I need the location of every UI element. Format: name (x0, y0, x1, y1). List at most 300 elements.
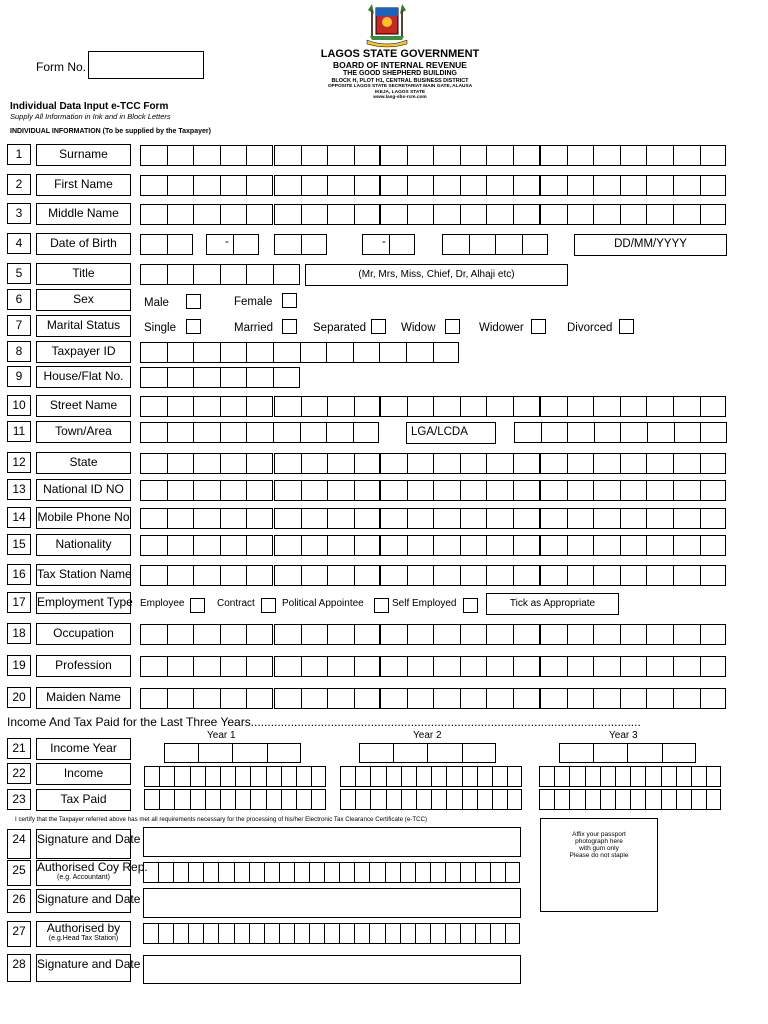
input-cell[interactable] (415, 923, 430, 944)
field-19-cells[interactable] (140, 656, 273, 677)
emp-contract-checkbox[interactable] (261, 598, 276, 613)
input-cell[interactable] (646, 204, 673, 225)
input-cell[interactable] (300, 342, 327, 363)
input-cell[interactable] (513, 688, 540, 709)
input-cell[interactable] (279, 923, 294, 944)
emp-self-checkbox[interactable] (463, 598, 478, 613)
input-cell[interactable] (327, 175, 354, 196)
input-cell[interactable] (486, 508, 513, 529)
input-cell[interactable] (646, 175, 673, 196)
input-cell[interactable] (673, 396, 700, 417)
input-cell[interactable] (585, 789, 600, 810)
input-cell[interactable] (167, 422, 194, 443)
input-cell[interactable] (324, 862, 339, 883)
input-cell[interactable] (327, 624, 354, 645)
field-20-cells[interactable] (140, 688, 273, 709)
input-cell[interactable] (646, 396, 673, 417)
input-cell[interactable] (513, 565, 540, 586)
input-cell[interactable] (593, 453, 620, 474)
income-year-cells[interactable] (164, 743, 301, 763)
input-cell[interactable] (279, 862, 294, 883)
input-cell[interactable] (380, 624, 407, 645)
input-cell[interactable] (198, 743, 232, 763)
input-cell[interactable] (246, 422, 273, 443)
input-cell[interactable] (233, 234, 260, 255)
field-11-cells[interactable] (514, 422, 727, 443)
input-cell[interactable] (460, 923, 475, 944)
income-cells[interactable] (144, 766, 326, 787)
input-cell[interactable] (354, 535, 381, 556)
input-cell[interactable] (274, 535, 301, 556)
input-cell[interactable] (661, 766, 676, 787)
input-cell[interactable] (369, 862, 384, 883)
input-cell[interactable] (167, 367, 194, 388)
input-cell[interactable] (301, 204, 328, 225)
input-cell[interactable] (406, 342, 433, 363)
input-cell[interactable] (246, 656, 273, 677)
field-2-cells[interactable] (380, 175, 540, 196)
input-cell[interactable] (513, 396, 540, 417)
input-cell[interactable] (327, 656, 354, 677)
input-cell[interactable] (380, 508, 407, 529)
input-cell[interactable] (513, 508, 540, 529)
input-cell[interactable] (567, 396, 594, 417)
field-14-cells[interactable] (140, 508, 273, 529)
input-cell[interactable] (220, 656, 247, 677)
input-cell[interactable] (369, 923, 384, 944)
input-cell[interactable] (486, 145, 513, 166)
field-2-cells[interactable] (540, 175, 726, 196)
input-cell[interactable] (249, 862, 264, 883)
input-cell[interactable] (673, 656, 700, 677)
field-13-cells[interactable] (140, 480, 273, 501)
input-cell[interactable] (327, 453, 354, 474)
input-cell[interactable] (433, 453, 460, 474)
input-cell[interactable] (386, 789, 401, 810)
input-cell[interactable] (159, 789, 174, 810)
field-3-cells[interactable] (274, 204, 380, 225)
input-cell[interactable] (140, 565, 167, 586)
input-cell[interactable] (354, 624, 381, 645)
income-year-cells[interactable] (559, 743, 696, 763)
input-cell[interactable] (158, 862, 173, 883)
input-cell[interactable] (327, 688, 354, 709)
input-cell[interactable] (620, 565, 647, 586)
input-cell[interactable] (513, 624, 540, 645)
input-cell[interactable] (354, 862, 369, 883)
input-cell[interactable] (407, 535, 434, 556)
emp-employee-checkbox[interactable] (190, 598, 205, 613)
field-18-cells[interactable] (274, 624, 380, 645)
input-cell[interactable] (246, 480, 273, 501)
input-cell[interactable] (522, 234, 549, 255)
input-cell[interactable] (475, 923, 490, 944)
input-cell[interactable] (140, 624, 167, 645)
input-cell[interactable] (340, 766, 355, 787)
input-cell[interactable] (594, 422, 621, 443)
input-cell[interactable] (326, 422, 353, 443)
input-cell[interactable] (593, 565, 620, 586)
input-cell[interactable] (486, 396, 513, 417)
field-2-cells[interactable] (140, 175, 273, 196)
input-cell[interactable] (486, 535, 513, 556)
input-cell[interactable] (296, 766, 311, 787)
input-cell[interactable] (540, 656, 567, 677)
input-cell[interactable] (620, 535, 647, 556)
input-cell[interactable] (167, 264, 194, 285)
input-cell[interactable] (505, 862, 520, 883)
input-cell[interactable] (193, 453, 220, 474)
input-cell[interactable] (541, 422, 568, 443)
input-cell[interactable] (513, 656, 540, 677)
input-cell[interactable] (620, 422, 647, 443)
input-cell[interactable] (274, 396, 301, 417)
input-cell[interactable] (460, 480, 487, 501)
input-cell[interactable] (193, 145, 220, 166)
input-cell[interactable] (235, 766, 250, 787)
input-cell[interactable] (167, 145, 194, 166)
input-cell[interactable] (513, 453, 540, 474)
field-1-cells[interactable] (380, 145, 540, 166)
input-cell[interactable] (513, 480, 540, 501)
input-cell[interactable] (407, 453, 434, 474)
input-cell[interactable] (193, 422, 220, 443)
input-cell[interactable] (220, 508, 247, 529)
input-cell[interactable] (220, 766, 235, 787)
input-cell[interactable] (700, 396, 727, 417)
input-cell[interactable] (567, 656, 594, 677)
input-cell[interactable] (385, 862, 400, 883)
input-cell[interactable] (433, 342, 460, 363)
input-cell[interactable] (193, 688, 220, 709)
input-cell[interactable] (540, 453, 567, 474)
input-cell[interactable] (380, 688, 407, 709)
tax-paid-cells[interactable] (340, 789, 522, 810)
input-cell[interactable] (400, 862, 415, 883)
input-cell[interactable] (593, 656, 620, 677)
input-cell[interactable] (354, 204, 381, 225)
input-cell[interactable] (567, 453, 594, 474)
input-cell[interactable] (673, 204, 700, 225)
input-cell[interactable] (249, 923, 264, 944)
input-cell[interactable] (167, 234, 194, 255)
sex-male-checkbox[interactable] (186, 294, 201, 309)
input-cell[interactable] (620, 145, 647, 166)
input-cell[interactable] (273, 264, 300, 285)
input-cell[interactable] (220, 145, 247, 166)
input-cell[interactable] (340, 789, 355, 810)
input-cell[interactable] (706, 766, 721, 787)
input-cell[interactable] (620, 508, 647, 529)
input-cell[interactable] (273, 422, 300, 443)
input-cell[interactable] (567, 175, 594, 196)
input-cell[interactable] (593, 688, 620, 709)
input-cell[interactable] (700, 175, 727, 196)
input-cell[interactable] (567, 688, 594, 709)
input-cell[interactable] (355, 789, 370, 810)
input-cell[interactable] (354, 688, 381, 709)
input-cell[interactable] (188, 923, 203, 944)
input-cell[interactable] (676, 789, 691, 810)
field-18-cells[interactable] (380, 624, 540, 645)
input-cell[interactable] (274, 565, 301, 586)
input-cell[interactable] (167, 565, 194, 586)
field-5-cells[interactable] (140, 264, 300, 285)
input-cell[interactable] (193, 624, 220, 645)
input-cell[interactable] (273, 342, 300, 363)
input-cell[interactable] (193, 480, 220, 501)
input-cell[interactable] (540, 508, 567, 529)
input-cell[interactable] (673, 175, 700, 196)
input-cell[interactable] (567, 565, 594, 586)
input-cell[interactable] (309, 923, 324, 944)
input-cell[interactable] (389, 234, 416, 255)
input-cell[interactable] (301, 565, 328, 586)
field-16-cells[interactable] (140, 565, 273, 586)
marital-married-checkbox[interactable] (282, 319, 297, 334)
input-cell[interactable] (540, 175, 567, 196)
input-cell[interactable] (220, 342, 247, 363)
input-cell[interactable] (446, 789, 461, 810)
input-cell[interactable] (159, 766, 174, 787)
input-cell[interactable] (554, 766, 569, 787)
input-cell[interactable] (205, 766, 220, 787)
input-cell[interactable] (274, 234, 301, 255)
input-cell[interactable] (646, 145, 673, 166)
input-cell[interactable] (620, 688, 647, 709)
input-cell[interactable] (460, 396, 487, 417)
input-cell[interactable] (486, 624, 513, 645)
input-cell[interactable] (691, 766, 706, 787)
input-cell[interactable] (294, 923, 309, 944)
signature-date-field[interactable] (143, 827, 521, 857)
input-cell[interactable] (415, 862, 430, 883)
input-cell[interactable] (246, 624, 273, 645)
input-cell[interactable] (220, 688, 247, 709)
input-cell[interactable] (407, 624, 434, 645)
input-cell[interactable] (567, 624, 594, 645)
input-cell[interactable] (220, 396, 247, 417)
input-cell[interactable] (433, 508, 460, 529)
field-19-cells[interactable] (540, 656, 726, 677)
input-cell[interactable] (190, 766, 205, 787)
input-cell[interactable] (267, 743, 301, 763)
input-cell[interactable] (700, 624, 727, 645)
input-cell[interactable] (620, 656, 647, 677)
field-12-cells[interactable] (274, 453, 380, 474)
input-cell[interactable] (218, 862, 233, 883)
field-11-cells[interactable] (140, 422, 379, 443)
authorised-by-cells[interactable] (143, 923, 520, 944)
input-cell[interactable] (273, 367, 300, 388)
field-15-cells[interactable] (380, 535, 540, 556)
input-cell[interactable] (620, 396, 647, 417)
input-cell[interactable] (554, 789, 569, 810)
input-cell[interactable] (294, 862, 309, 883)
signature-date-field[interactable] (143, 955, 521, 984)
field-4-cells[interactable] (140, 234, 193, 255)
tax-paid-cells[interactable] (144, 789, 326, 810)
input-cell[interactable] (354, 396, 381, 417)
field-19-cells[interactable] (380, 656, 540, 677)
input-cell[interactable] (301, 508, 328, 529)
input-cell[interactable] (264, 862, 279, 883)
input-cell[interactable] (486, 175, 513, 196)
input-cell[interactable] (475, 862, 490, 883)
input-cell[interactable] (203, 862, 218, 883)
photo-box[interactable] (540, 818, 658, 912)
input-cell[interactable] (140, 453, 167, 474)
input-cell[interactable] (569, 789, 584, 810)
field-2-cells[interactable] (274, 175, 380, 196)
input-cell[interactable] (158, 923, 173, 944)
input-cell[interactable] (433, 480, 460, 501)
input-cell[interactable] (620, 480, 647, 501)
input-cell[interactable] (676, 766, 691, 787)
input-cell[interactable] (193, 175, 220, 196)
input-cell[interactable] (301, 175, 328, 196)
input-cell[interactable] (691, 789, 706, 810)
input-cell[interactable] (140, 535, 167, 556)
input-cell[interactable] (620, 453, 647, 474)
input-cell[interactable] (486, 453, 513, 474)
input-cell[interactable] (401, 766, 416, 787)
input-cell[interactable] (354, 480, 381, 501)
input-cell[interactable] (661, 789, 676, 810)
field-20-cells[interactable] (274, 688, 380, 709)
field-10-cells[interactable] (274, 396, 380, 417)
input-cell[interactable] (567, 535, 594, 556)
input-cell[interactable] (327, 204, 354, 225)
input-cell[interactable] (140, 480, 167, 501)
field-3-cells[interactable] (380, 204, 540, 225)
input-cell[interactable] (673, 535, 700, 556)
input-cell[interactable] (167, 175, 194, 196)
input-cell[interactable] (495, 234, 522, 255)
input-cell[interactable] (246, 453, 273, 474)
input-cell[interactable] (354, 565, 381, 586)
input-cell[interactable] (486, 688, 513, 709)
input-cell[interactable] (327, 508, 354, 529)
input-cell[interactable] (539, 789, 554, 810)
input-cell[interactable] (507, 766, 522, 787)
input-cell[interactable] (140, 264, 167, 285)
input-cell[interactable] (540, 535, 567, 556)
input-cell[interactable] (646, 535, 673, 556)
input-cell[interactable] (246, 565, 273, 586)
input-cell[interactable] (380, 396, 407, 417)
field-16-cells[interactable] (380, 565, 540, 586)
input-cell[interactable] (593, 624, 620, 645)
input-cell[interactable] (486, 565, 513, 586)
input-cell[interactable] (190, 789, 205, 810)
input-cell[interactable] (400, 923, 415, 944)
input-cell[interactable] (354, 145, 381, 166)
input-cell[interactable] (167, 508, 194, 529)
input-cell[interactable] (393, 743, 427, 763)
input-cell[interactable] (274, 688, 301, 709)
input-cell[interactable] (218, 923, 233, 944)
input-cell[interactable] (193, 396, 220, 417)
input-cell[interactable] (167, 453, 194, 474)
input-cell[interactable] (407, 175, 434, 196)
input-cell[interactable] (505, 923, 520, 944)
input-cell[interactable] (246, 204, 273, 225)
input-cell[interactable] (327, 535, 354, 556)
field-20-cells[interactable] (380, 688, 540, 709)
input-cell[interactable] (246, 396, 273, 417)
input-cell[interactable] (615, 766, 630, 787)
field-15-cells[interactable] (274, 535, 380, 556)
input-cell[interactable] (311, 789, 326, 810)
input-cell[interactable] (385, 923, 400, 944)
input-cell[interactable] (246, 367, 273, 388)
input-cell[interactable] (327, 565, 354, 586)
input-cell[interactable] (167, 535, 194, 556)
field-8-cells[interactable] (140, 342, 459, 363)
input-cell[interactable] (460, 535, 487, 556)
input-cell[interactable] (615, 789, 630, 810)
input-cell[interactable] (327, 145, 354, 166)
field-12-cells[interactable] (540, 453, 726, 474)
input-cell[interactable] (433, 535, 460, 556)
input-cell[interactable] (246, 535, 273, 556)
input-cell[interactable] (645, 789, 660, 810)
input-cell[interactable] (593, 175, 620, 196)
input-cell[interactable] (460, 145, 487, 166)
income-cells[interactable] (539, 766, 721, 787)
input-cell[interactable] (407, 688, 434, 709)
sex-female-checkbox[interactable] (282, 293, 297, 308)
field-18-cells[interactable] (540, 624, 726, 645)
input-cell[interactable] (706, 789, 721, 810)
input-cell[interactable] (380, 204, 407, 225)
input-cell[interactable] (250, 766, 265, 787)
input-cell[interactable] (193, 204, 220, 225)
field-3-cells[interactable] (140, 204, 273, 225)
input-cell[interactable] (460, 862, 475, 883)
input-cell[interactable] (507, 789, 522, 810)
input-cell[interactable] (567, 508, 594, 529)
input-cell[interactable] (379, 342, 406, 363)
input-cell[interactable] (359, 743, 393, 763)
field-12-cells[interactable] (380, 453, 540, 474)
input-cell[interactable] (630, 766, 645, 787)
input-cell[interactable] (540, 204, 567, 225)
input-cell[interactable] (600, 766, 615, 787)
input-cell[interactable] (445, 862, 460, 883)
input-cell[interactable] (540, 624, 567, 645)
input-cell[interactable] (144, 766, 159, 787)
input-cell[interactable] (355, 766, 370, 787)
input-cell[interactable] (513, 535, 540, 556)
input-cell[interactable] (301, 656, 328, 677)
field-13-cells[interactable] (380, 480, 540, 501)
input-cell[interactable] (416, 766, 431, 787)
input-cell[interactable] (433, 624, 460, 645)
input-cell[interactable] (492, 789, 507, 810)
input-cell[interactable] (140, 342, 167, 363)
input-cell[interactable] (140, 656, 167, 677)
input-cell[interactable] (140, 175, 167, 196)
input-cell[interactable] (370, 789, 385, 810)
input-cell[interactable] (559, 743, 593, 763)
input-cell[interactable] (167, 624, 194, 645)
field-1-cells[interactable] (140, 145, 273, 166)
input-cell[interactable] (514, 422, 541, 443)
input-cell[interactable] (274, 145, 301, 166)
tax-paid-cells[interactable] (539, 789, 721, 810)
